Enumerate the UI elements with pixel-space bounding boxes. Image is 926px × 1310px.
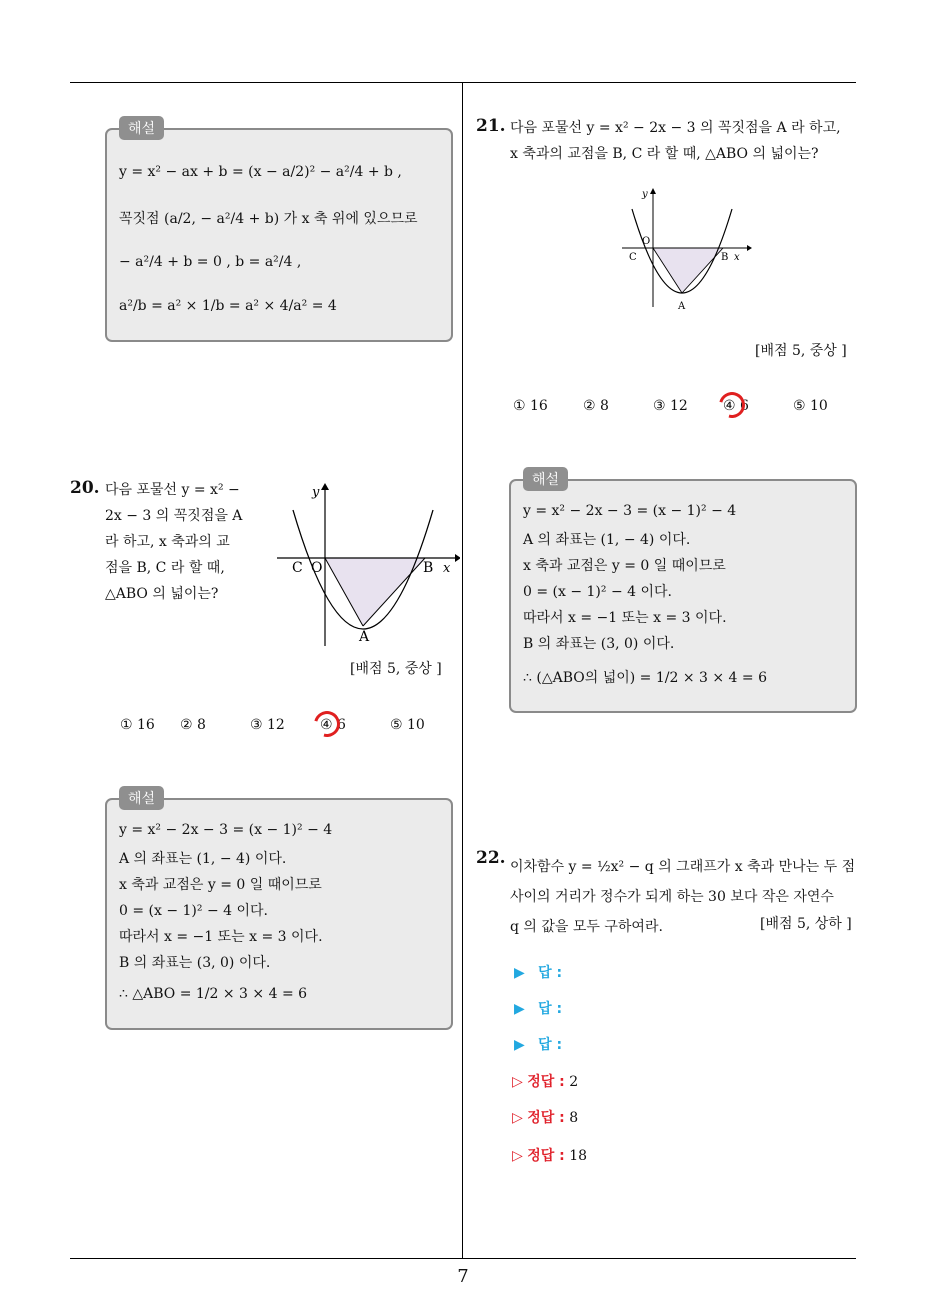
choice-2[interactable]: ② 8 — [180, 717, 206, 733]
score-label: [배점 5, 상하 ] — [760, 916, 852, 932]
y-axis-arrow — [321, 483, 329, 490]
x-axis-arrow — [747, 245, 752, 251]
choice-2[interactable]: ② 8 — [583, 398, 609, 414]
solution-box-3 — [509, 472, 857, 713]
correct-value: 2 — [569, 1074, 579, 1090]
answer-row — [514, 998, 562, 1018]
score-label: [배점 5, 중상 ] — [350, 661, 442, 677]
solution-line: ∴ △ABO = 1/2 × 3 × 4 = 6 — [119, 986, 308, 1002]
label-a: A — [359, 629, 370, 645]
solution-line: x 축과 교점은 y = 0 일 때이므로 — [523, 558, 726, 574]
top-rule — [70, 82, 856, 83]
choice-4[interactable]: ④ 6 — [723, 398, 749, 414]
triangle-marker-icon: ▷ — [512, 1074, 523, 1090]
solution-line: 따라서 x = −1 또는 x = 3 이다. — [119, 929, 323, 945]
solution-tag: 해설 — [119, 786, 164, 810]
question-text — [105, 477, 242, 607]
parabola-graph — [620, 185, 755, 313]
selected-answer-mark — [714, 387, 750, 423]
label-b: B — [423, 560, 434, 576]
correct-answer-row — [512, 1071, 578, 1091]
solution-tag: 해설 — [523, 467, 568, 491]
question-line: q 의 값을 모두 구하여라. — [510, 919, 663, 935]
solution-line: A 의 좌표는 (1, − 4) 이다. — [523, 532, 691, 548]
choice-5[interactable]: ⑤ 10 — [390, 717, 425, 733]
choice-3[interactable]: ③ 12 — [250, 717, 285, 733]
score-label: [배점 5, 중상 ] — [755, 343, 847, 359]
correct-answer-row — [512, 1107, 578, 1127]
question-line: 라 하고, x 축과의 교 — [105, 534, 230, 550]
solution-line: y = x² − 2x − 3 = (x − 1)² − 4 — [523, 503, 737, 519]
choice-1[interactable]: ① 16 — [120, 717, 155, 733]
solution-line: a²/b = a² × 1/b = a² × 4/a² = 4 — [119, 298, 337, 314]
label-o: O — [642, 236, 651, 247]
correct-label: 정답 : — [527, 1074, 565, 1090]
x-axis-arrow — [455, 554, 460, 562]
solution-box-1 — [105, 121, 453, 342]
choice-3[interactable]: ③ 12 — [653, 398, 688, 414]
label-c: C — [292, 560, 303, 576]
question-number: 22. — [476, 848, 506, 868]
page-number: 7 — [457, 1266, 469, 1287]
play-marker-icon: ▶ — [514, 1037, 525, 1053]
selected-answer-mark — [309, 706, 345, 742]
choice-5[interactable]: ⑤ 10 — [793, 398, 828, 414]
correct-label: 정답 : — [527, 1148, 565, 1164]
correct-value: 18 — [569, 1148, 588, 1164]
label-a: A — [678, 301, 686, 312]
play-marker-icon: ▶ — [514, 1001, 525, 1017]
solution-line: x 축과 교점은 y = 0 일 때이므로 — [119, 877, 322, 893]
solution-line: 0 = (x − 1)² − 4 이다. — [523, 584, 672, 600]
solution-tag: 해설 — [119, 116, 164, 140]
correct-answer-row — [512, 1145, 587, 1165]
play-marker-icon: ▶ — [514, 965, 525, 981]
bottom-rule — [70, 1258, 856, 1259]
label-y: y — [642, 189, 648, 200]
choice-4[interactable]: ④ 6 — [320, 717, 346, 733]
solution-line: 꼭짓점 (a/2, − a²/4 + b) 가 x 축 위에 있으므로 — [119, 211, 418, 227]
answer-row — [514, 1034, 562, 1054]
correct-label: 정답 : — [527, 1110, 565, 1126]
y-axis-arrow — [650, 188, 656, 194]
solution-line: y = x² − ax + b = (x − a/2)² − a²/4 + b , — [119, 164, 402, 180]
label-c: C — [629, 252, 637, 263]
solution-line: B 의 좌표는 (3, 0) 이다. — [119, 955, 271, 971]
choice-1[interactable]: ① 16 — [513, 398, 548, 414]
question-line: 2x − 3 의 꼭짓점을 A — [105, 508, 243, 524]
answer-label: 답 : — [538, 1037, 563, 1053]
answer-row — [514, 962, 562, 982]
question-line: 다음 포물선 y = x² − 2x − 3 의 꼭짓점을 A 라 하고, — [510, 120, 841, 136]
parabola-graph — [275, 478, 460, 648]
label-b: B — [721, 252, 729, 263]
label-x: x — [734, 252, 740, 263]
question-text — [510, 115, 841, 167]
solution-box-2 — [105, 791, 453, 1030]
label-x: x — [443, 561, 451, 576]
label-y: y — [312, 485, 320, 500]
question-line: 점을 B, C 라 할 때, — [105, 560, 225, 576]
solution-line: B 의 좌표는 (3, 0) 이다. — [523, 636, 675, 652]
answer-label: 답 : — [538, 1001, 563, 1017]
solution-line: A 의 좌표는 (1, − 4) 이다. — [119, 851, 287, 867]
answer-label: 답 : — [538, 965, 563, 981]
triangle-marker-icon: ▷ — [512, 1110, 523, 1126]
label-o: O — [311, 560, 323, 576]
column-divider — [462, 83, 463, 1258]
solution-line: 따라서 x = −1 또는 x = 3 이다. — [523, 610, 727, 626]
question-line: x 축과의 교점을 B, C 라 할 때, △ABO 의 넓이는? — [510, 146, 819, 162]
solution-line: y = x² − 2x − 3 = (x − 1)² − 4 — [119, 822, 333, 838]
solution-line: − a²/4 + b = 0 , b = a²/4 , — [119, 254, 302, 270]
correct-value: 8 — [569, 1110, 579, 1126]
question-number: 20. — [70, 478, 100, 498]
question-line: △ABO 의 넓이는? — [105, 586, 219, 602]
question-line: 이차함수 y = ½x² − q 의 그래프가 x 축과 만나는 두 점 — [510, 859, 856, 875]
triangle-marker-icon: ▷ — [512, 1148, 523, 1164]
question-line: 다음 포물선 y = x² − — [105, 482, 240, 498]
solution-line: ∴ (△ABO의 넓이) = 1/2 × 3 × 4 = 6 — [523, 670, 767, 686]
solution-line: 0 = (x − 1)² − 4 이다. — [119, 903, 268, 919]
question-number: 21. — [476, 116, 506, 136]
question-line: 사이의 거리가 정수가 되게 하는 30 보다 작은 자연수 — [510, 889, 834, 905]
